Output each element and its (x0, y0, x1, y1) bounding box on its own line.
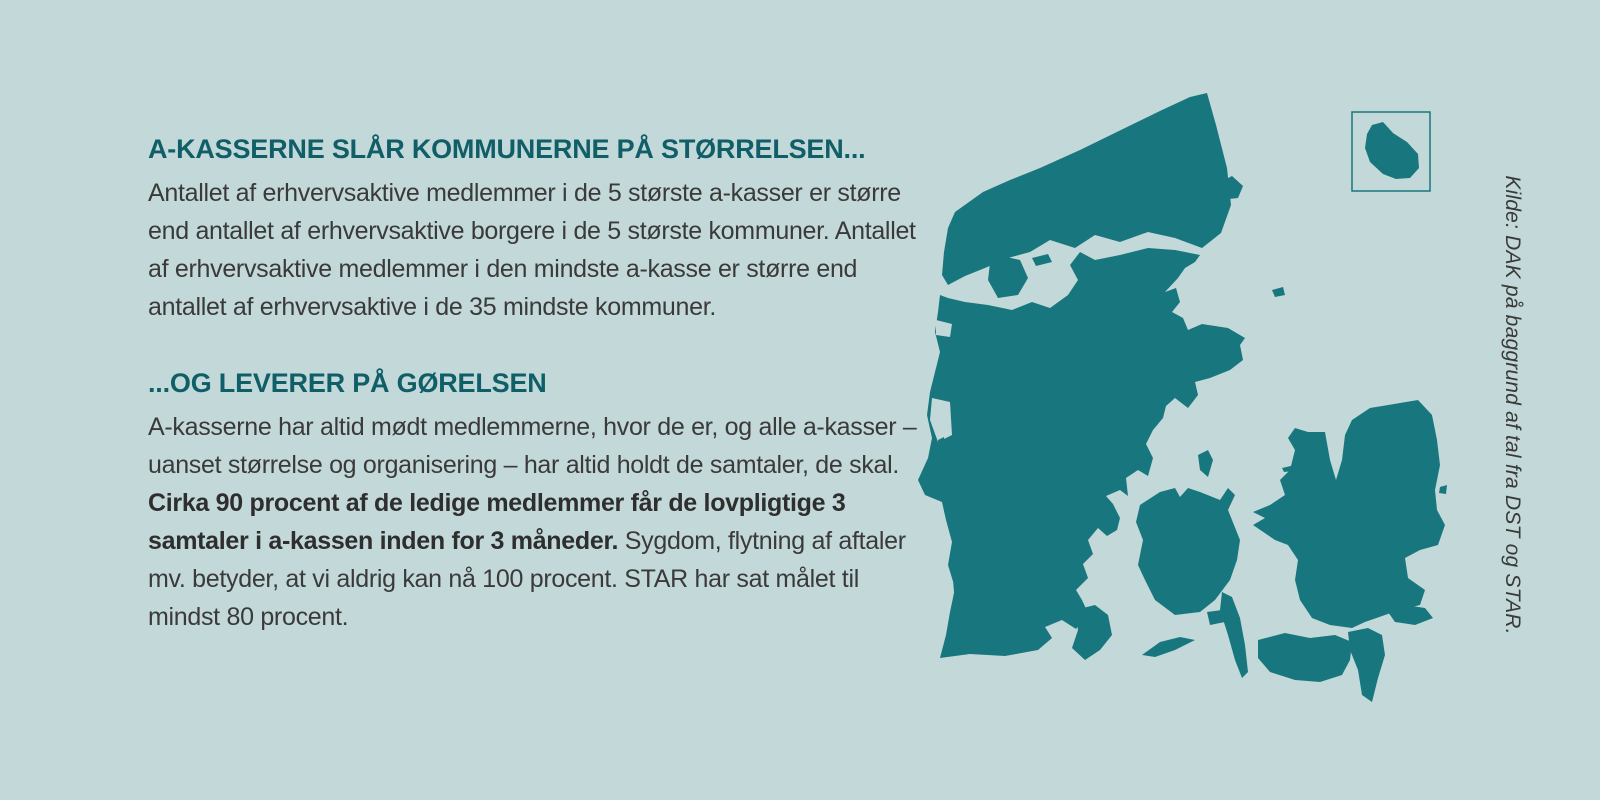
lolland-island-shape (1258, 633, 1352, 682)
fur-island-shape (1032, 254, 1052, 266)
section-body-1: Antallet af erhvervsaktive medlemmer i de 5 største a-kasser er større end antallet af erhvervsaktive borgere i de 5 største kommuner. Antallet af erhvervsaktive medlemmer i den mindste a-kasse er større end antallet af erhvervsaktive i de 35 mindste kommuner. (148, 179, 916, 321)
zealand-shape (1253, 400, 1445, 628)
body-2-bold-claim: Cirka 90 procent af de ledige medlemmer får de lovpligtige 3 samtaler i a-kassen inden for 3 måneder. (148, 489, 846, 555)
falster-island-shape (1348, 628, 1385, 702)
section-size-comparison (148, 134, 938, 326)
denmark-map (880, 80, 1540, 720)
denmark-landmasses (918, 93, 1447, 702)
mors-island-shape (988, 255, 1028, 298)
samsoe-island-shape (1198, 450, 1213, 477)
hven-island-shape (1439, 485, 1447, 494)
section-delivery (148, 368, 938, 636)
denmark-map-svg (880, 80, 1540, 720)
body-2-tail: Sygdom, flytning af aftaler mv. betyder, at vi aldrig kan nå 100 procent. STAR har sat målet til mindst 80 procent. (148, 527, 906, 631)
section-body-2 (148, 408, 930, 636)
section-heading-2: ...OG LEVERER PÅ GØRELSEN (148, 368, 547, 398)
aeroe-island-shape (1142, 637, 1195, 657)
source-note: Kilde: DAK på baggrund af tal fra DST og STAR. (1501, 175, 1524, 635)
anholt-island-shape (1272, 287, 1285, 297)
langeland-island-shape (1220, 592, 1248, 678)
body-2-lead: A-kasserne har altid mødt medlemmerne, hvor de er, og alle a-kasser – uanset størrelse og organisering – har altid holdt de samtaler, de skal. (148, 413, 917, 479)
bornholm-island-shape (1365, 122, 1419, 179)
section-heading-1: A-KASSERNE SLÅR KOMMUNERNE PÅ STØRRELSEN... (148, 134, 866, 164)
als-island-shape (1072, 605, 1112, 660)
